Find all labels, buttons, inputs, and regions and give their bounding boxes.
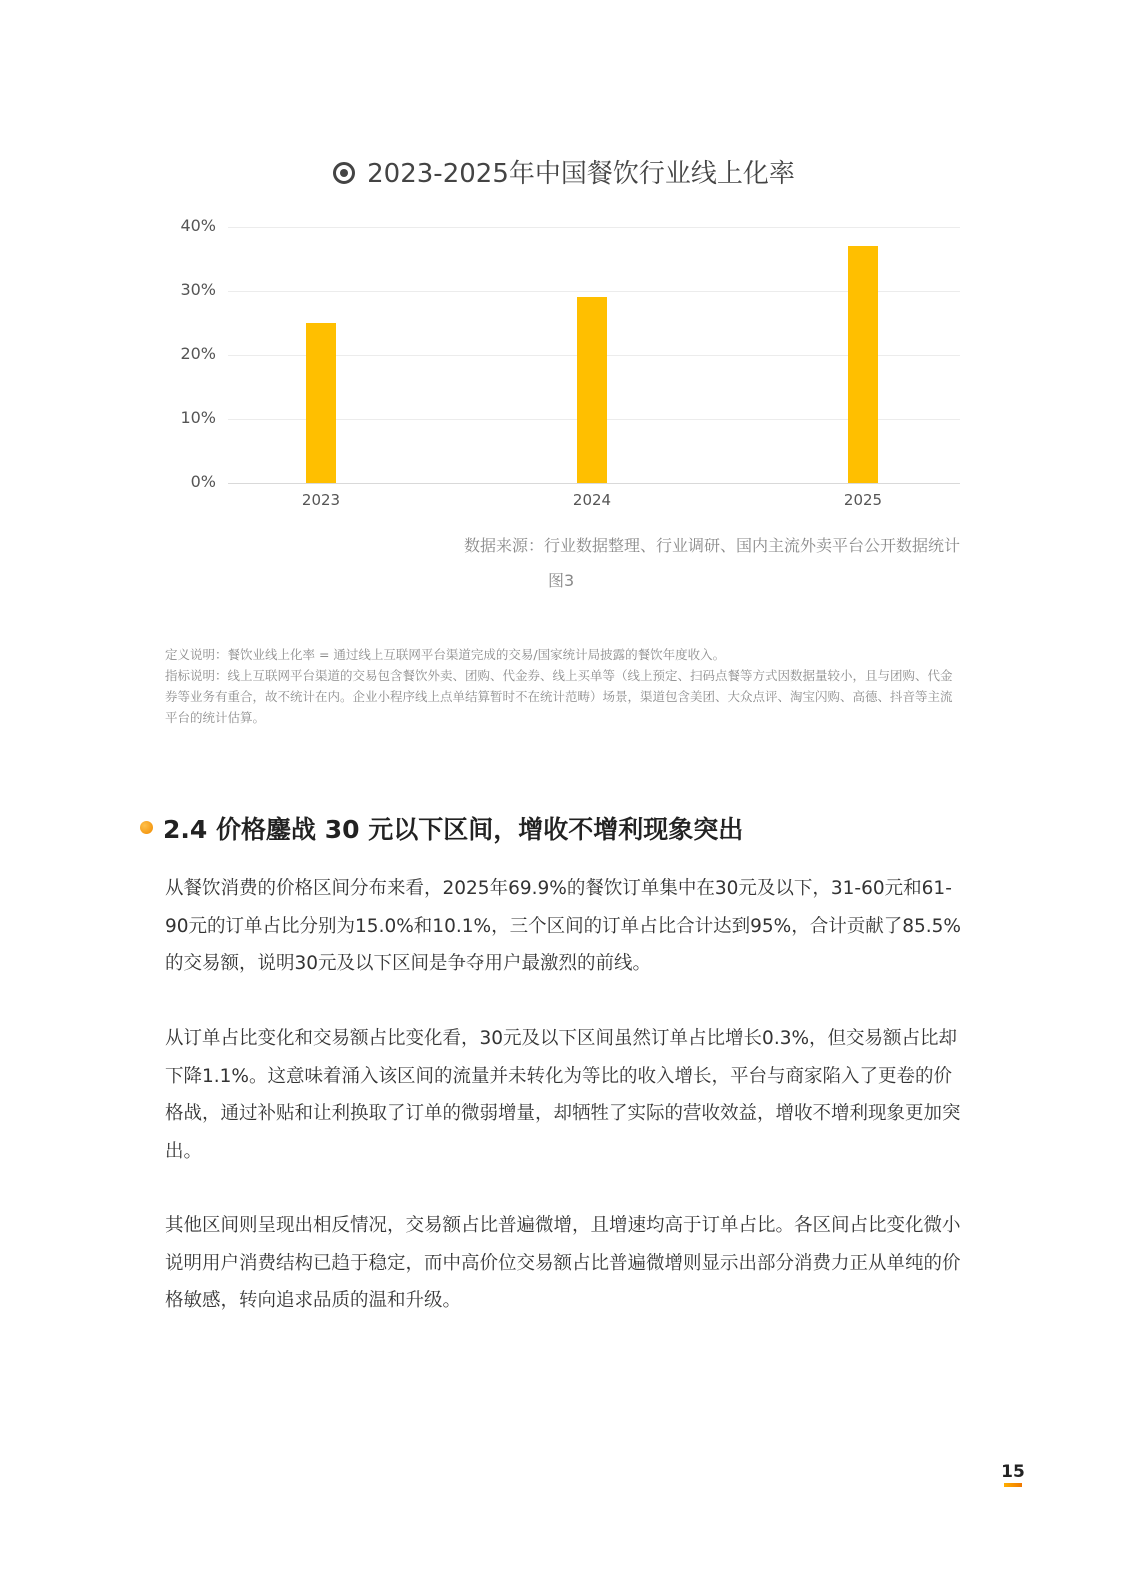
section-heading — [140, 812, 743, 848]
x-tick-label: 2024 — [572, 491, 612, 509]
page-number-accent — [1004, 1483, 1022, 1487]
x-tick-label: 2025 — [843, 491, 883, 509]
bar-chart — [0, 0, 1128, 520]
gridline-40 — [228, 227, 960, 228]
x-tick-label: 2023 — [301, 491, 341, 509]
x-axis-baseline — [228, 483, 960, 484]
body-paragraph: 从订单占比变化和交易额占比变化看，30元及以下区间虽然订单占比增长0.3%，但交易额占比却下降1.1%。这意味着涌入该区间的流量并未转化为等比的收入增长，平台与商家陷入了更卷的价格战，通过补贴和让利换取了订单的微弱增量，却牺牲了实际的营收效益，增收不增利现象更加突出。 — [165, 1028, 961, 1162]
page-number: 15 — [1001, 1462, 1025, 1482]
indicator-note: 指标说明：线上互联网平台渠道的交易包含餐饮外卖、团购、代金券、线上买单等（线上预定、扫码点餐等方式因数据量较小，且与团购、代金券等业务有重合，故不统计在内。企业小程序线上点单结算暂时不在统计范畴）场景，渠道包含美团、大众点评、淘宝闪购、高德、抖音等主流平台的统计估算。 — [165, 668, 953, 725]
y-tick-label: 20% — [180, 344, 216, 363]
y-tick-label: 10% — [180, 408, 216, 427]
y-tick-label: 0% — [190, 472, 216, 491]
y-tick-label: 40% — [180, 216, 216, 235]
bullet-dot-icon — [140, 821, 153, 834]
body-paragraph: 从餐饮消费的价格区间分布来看，2025年69.9%的餐饮订单集中在30元及以下，31-60元和61-90元的订单占比分别为15.0%和10.1%，三个区间的订单占比合计达到95%，合计贡献了85.5%的交易额，说明30元及以下区间是争夺用户最激烈的前线。 — [165, 878, 961, 974]
chart-title-text: 2023-2025年中国餐饮行业线上化率 — [367, 159, 795, 189]
y-tick-label: 30% — [180, 280, 216, 299]
bar-2024 — [577, 297, 607, 483]
section-heading-text: 2.4 价格鏖战 30 元以下区间，增收不增利现象突出 — [163, 815, 744, 844]
bar-2025 — [848, 246, 878, 483]
chart-notes — [165, 644, 960, 728]
body-paragraph: 其他区间则呈现出相反情况，交易额占比普遍微增，且增速均高于订单占比。各区间占比变化微小说明用户消费结构已趋于稳定，而中高价位交易额占比普遍微增则显示出部分消费力正从单纯的价格敏感，转向追求品质的温和升级。 — [165, 1215, 961, 1311]
figure-label: 图3 — [548, 571, 575, 590]
bar-2023 — [306, 323, 336, 483]
chart-source: 数据来源：行业数据整理、行业调研、国内主流外卖平台公开数据统计 — [463, 536, 960, 555]
definition-note: 定义说明：餐饮业线上化率 = 通过线上互联网平台渠道完成的交易/国家统计局披露的餐饮年度收入。 — [165, 647, 726, 662]
